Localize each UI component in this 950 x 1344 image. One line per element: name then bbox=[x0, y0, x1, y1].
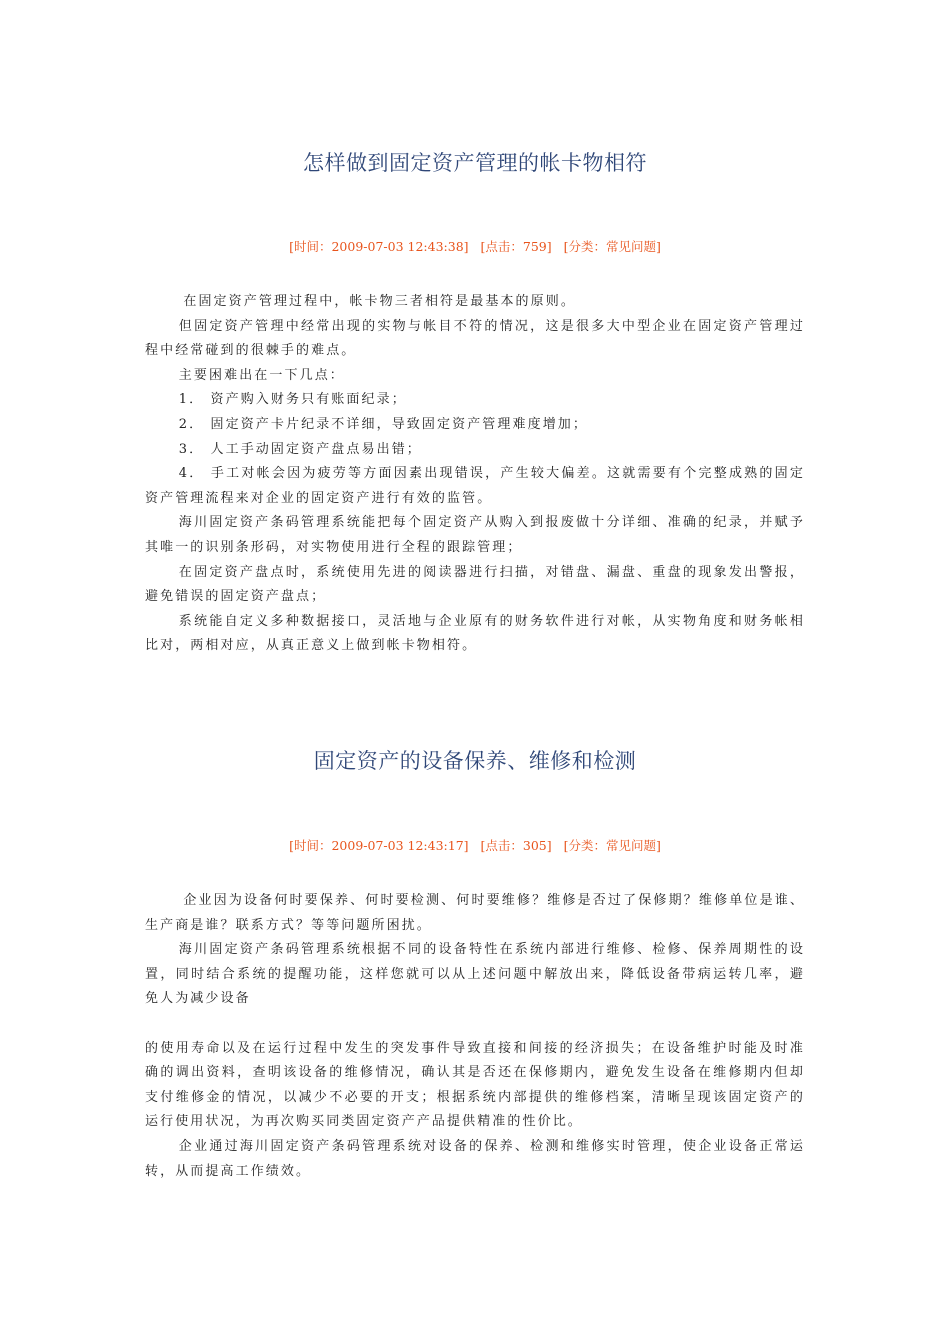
article-title: 怎样做到固定资产管理的帐卡物相符 bbox=[303, 151, 647, 175]
article-category: [分类：常见问题] bbox=[563, 838, 661, 853]
paragraph: 在固定资产盘点时，系统使用先进的阅读器进行扫描，对错盘、漏盘、重盘的现象发出警报，避免错误的固定资产盘点； bbox=[145, 564, 805, 605]
paragraph: 海川固定资产条码管理系统能把每个固定资产从购入到报废做十分详细、准确的纪录，并赋予其唯一的识别条形码，对实物使用进行全程的跟踪管理； bbox=[145, 515, 805, 555]
article-body bbox=[145, 889, 805, 1184]
article-time: [时间：2009-07-03 12:43:38] bbox=[289, 239, 469, 254]
list-item: 3． 人工手动固定资产盘点易出错； bbox=[178, 441, 422, 457]
paragraph: 企业通过海川固定资产条码管理系统对设备的保养、检测和维修实时管理，使企业设备正常运转，从而提高工作绩效。 bbox=[145, 1138, 805, 1179]
paragraph: 主要困难出在一下几点： bbox=[178, 367, 345, 383]
paragraph: 但固定资产管理中经常出现的实物与帐目不符的情况，这是很多大中型企业在固定资产管理过程中经常碰到的很棘手的难点。 bbox=[145, 318, 805, 359]
article-clicks: [点击：759] bbox=[480, 239, 552, 254]
article-body bbox=[145, 290, 805, 659]
paragraph: 系统能自定义多种数据接口，灵活地与企业原有的财务软件进行对帐，从实物角度和财务帐相比对，两相对应，从真正意义上做到帐卡物相符。 bbox=[145, 613, 805, 654]
article-meta bbox=[145, 837, 805, 855]
paragraph: 海川固定资产条码管理系统根据不同的设备特性在系统内部进行维修、检修、保养周期性的设置，同时结合系统的提醒功能，这样您就可以从上述问题中解放出来，降低设备带病运转几率，避免人为减少设备 bbox=[145, 942, 805, 1007]
article-asset-matching bbox=[145, 148, 805, 659]
article-equipment-maintenance bbox=[145, 746, 805, 1184]
article-category: [分类：常见问题] bbox=[563, 239, 661, 254]
article-title: 固定资产的设备保养、维修和检测 bbox=[313, 749, 637, 773]
paragraph: 在固定资产管理过程中，帐卡物三者相符是最基本的原则。 bbox=[183, 294, 576, 309]
article-time: [时间：2009-07-03 12:43:17] bbox=[289, 838, 469, 853]
list-item: 4． 手工对帐会因为疲劳等方面因素出现错误，产生较大偏差。这就需要有个完整成熟的固定资产管理流程来对企业的固定资产进行有效的监管。 bbox=[145, 466, 805, 506]
list-item: 1． 资产购入财务只有账面纪录； bbox=[178, 392, 407, 408]
paragraph: 企业因为设备何时要保养、何时要检测、何时要维修？维修是否过了保修期？维修单位是谁、生产商是谁？联系方式？等等问题所困扰。 bbox=[145, 893, 805, 933]
paragraph: 的使用寿命以及在运行过程中发生的突发事件导致直接和间接的经济损失；在设备维护时能及时准确的调出资料，查明该设备的维修情况，确认其是否还在保修期内，避免发生设备在维修期内但却支付维修金的情况，以减少不必要的开支；根据系统内部提供的维修档案，清晰呈现该固定资产的运行使用状况，为再次购买同类固定资产产品提供精准的性价比。 bbox=[145, 1040, 805, 1130]
article-clicks: [点击：305] bbox=[480, 838, 552, 853]
list-item: 2． 固定资产卡片纪录不详细，导致固定资产管理难度增加； bbox=[178, 416, 589, 432]
article-meta bbox=[145, 238, 805, 256]
